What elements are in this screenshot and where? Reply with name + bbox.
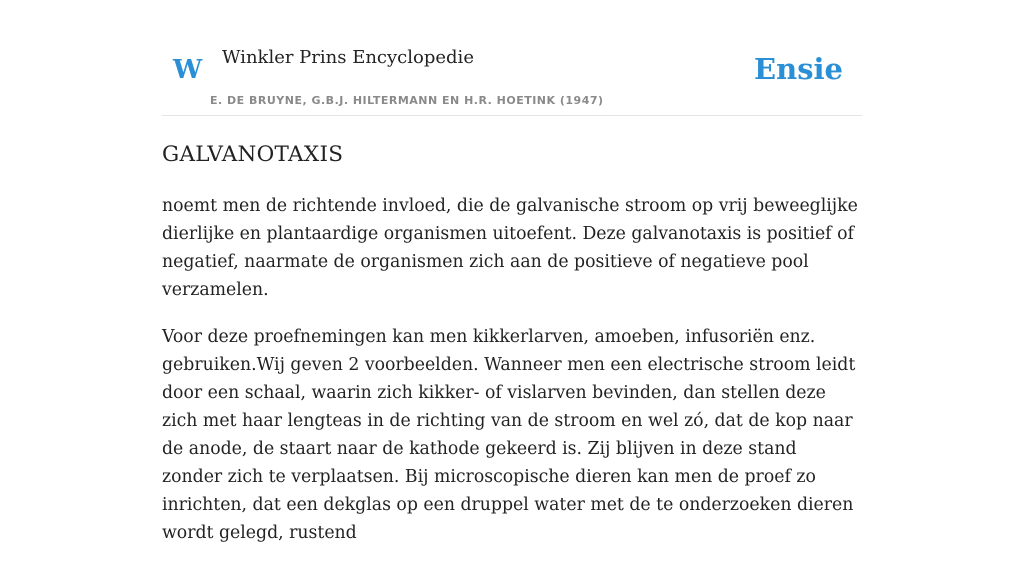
- site-header: [162, 38, 862, 116]
- entry-paragraph: noemt men de richtende invloed, die de galvanische stroom op vrij beweeglijke dierlijke en plantaardige organismen uitoefent. Deze galvanotaxis is positief of negatief, naarmate de organismen zich aan de positieve of negatieve pool verzamelen.: [162, 196, 858, 300]
- winkler-prins-logo[interactable]: W: [173, 55, 203, 85]
- entry-paragraph: Voor deze proefnemingen kan men kikkerlarven, amoeben, infusoriën enz. gebruiken.Wij geven 2 voorbeelden. Wanneer men een electrische stroom leidt door een schaal, waarin zich kikker- of vislarven bevinden, dan stellen deze zich met haar lengteas in de richting van de stroom en wel zó, dat de kop naar de anode, de staart naar de kathode gekeerd is. Zij blijven in deze stand zonder zich te verplaatsen. Bij microscopische dieren kan men de proef zo inrichten, dat een dekglas op een druppel water met de te onderzoeken dieren wordt gelegd, rustend: [162, 327, 856, 543]
- entry-title: GALVANOTAXIS: [162, 142, 344, 167]
- publication-title[interactable]: Winkler Prins Encyclopedie: [222, 47, 474, 68]
- publication-authors: E. DE BRUYNE, G.B.J. HILTERMANN EN H.R. HOETINK (1947): [210, 94, 604, 107]
- ensie-logo[interactable]: Ensie: [754, 52, 843, 86]
- entry-body: [162, 192, 862, 566]
